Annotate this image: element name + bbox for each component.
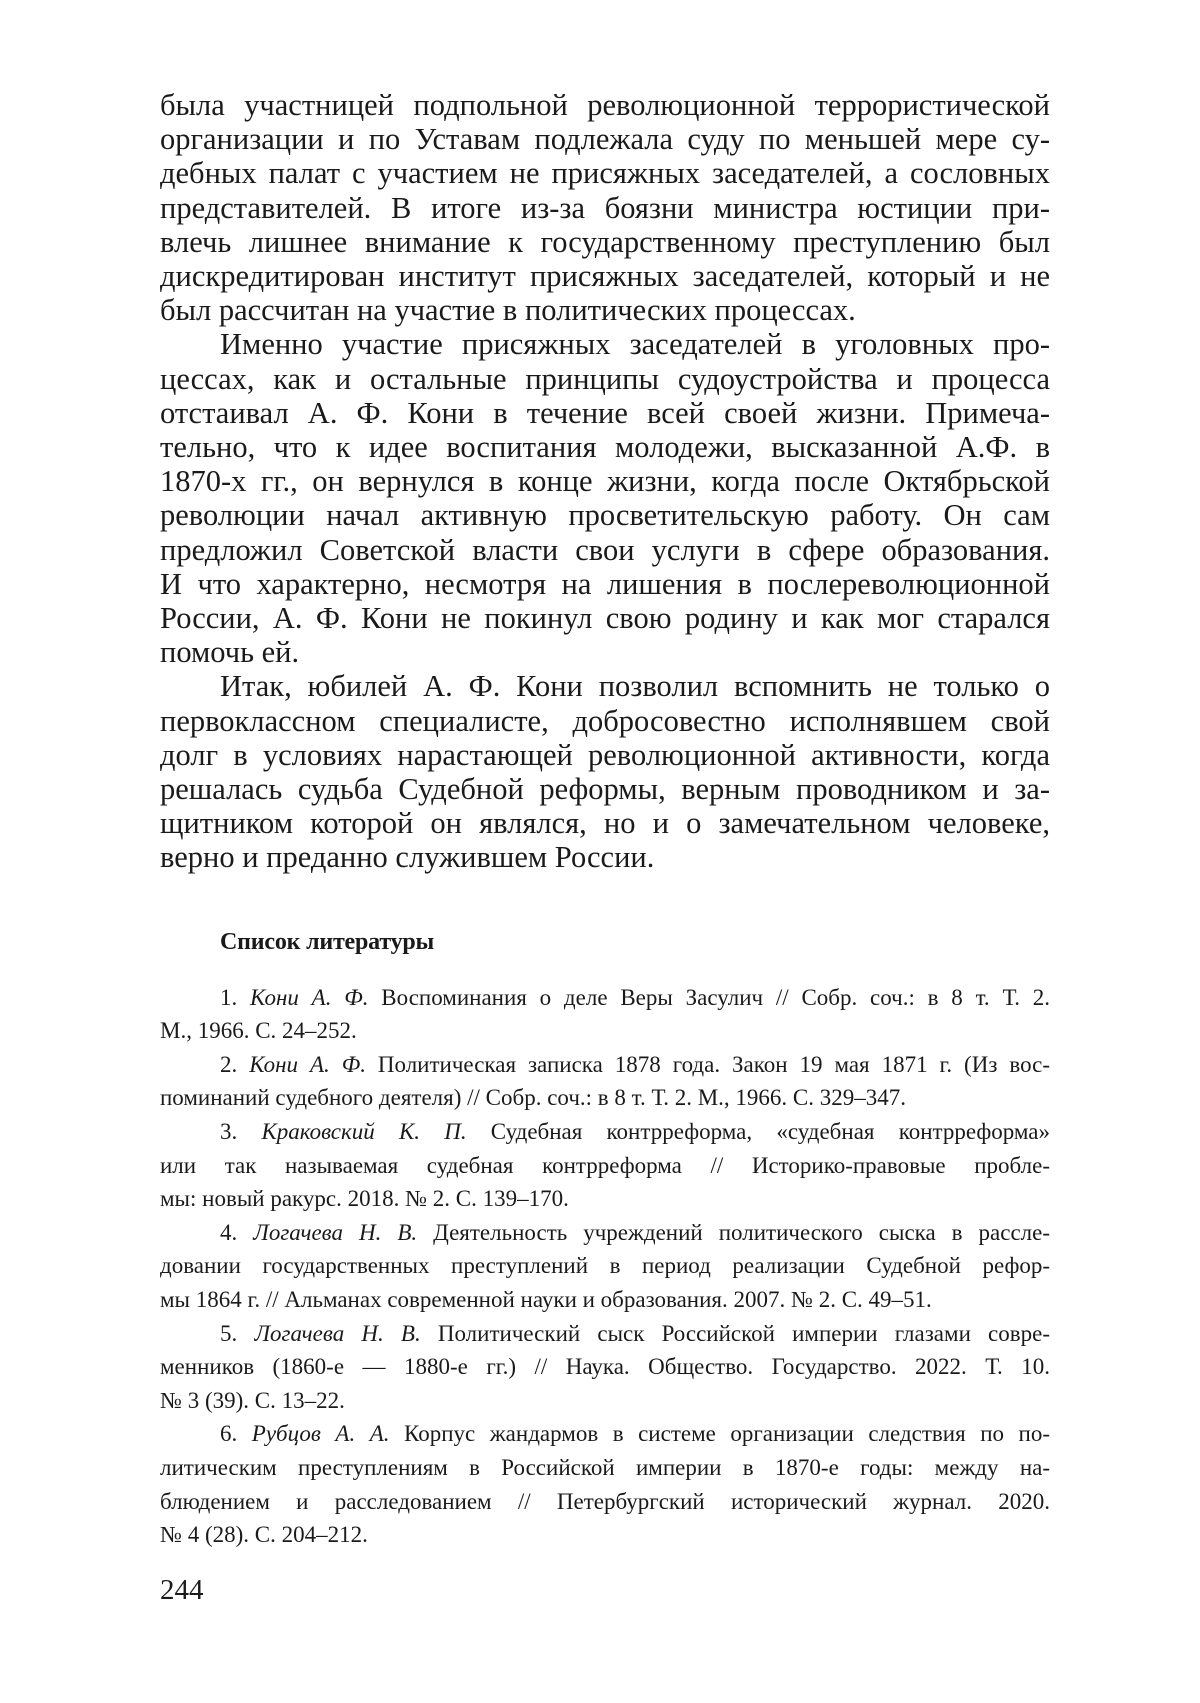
body-paragraph: [160, 327, 1050, 669]
reference-first-line: [160, 1317, 1050, 1351]
reference-author: Логачева Н. В.: [253, 1219, 418, 1245]
reference-item: [160, 1048, 1050, 1115]
reference-text: Политическая записка 1878 года. Закон 19 мая 1871 г. (Из вос-: [365, 1051, 1051, 1077]
body-paragraph: [160, 669, 1050, 874]
paragraph-line: организации и по Уставам подлежала суду по меньшей мере су-: [160, 122, 1050, 157]
paragraph-line: предложил Советской власти свои услуги в сфере образования.: [160, 532, 1050, 567]
paragraph-line: 1870-х гг., он вернулся в конце жизни, когда после Октябрьской: [160, 464, 1050, 499]
reference-author: Краковский К. П.: [261, 1119, 467, 1145]
body-text: [160, 88, 1050, 875]
paragraph-line: решалась судьба Судебной реформы, верным проводником и за-: [160, 772, 1050, 807]
reference-author: Логачева Н. В.: [254, 1320, 421, 1346]
paragraph-line: России, А. Ф. Кони не покинул свою родину и как мог старался: [160, 601, 1050, 636]
reference-first-line: [160, 1115, 1050, 1149]
paragraph-line: верно и преданно служившем России.: [160, 840, 655, 875]
paragraph-line: долг в условиях нарастающей революционной активности, когда: [160, 737, 1050, 772]
paragraph-line: был рассчитан на участие в политических процессах.: [160, 293, 856, 328]
reference-author: Кони А. Ф.: [250, 984, 369, 1010]
paragraph-line: дискредитирован институт присяжных заседателей, который и не: [160, 259, 1050, 294]
reference-number: 6.: [220, 1421, 238, 1447]
reference-first-line: [160, 981, 1050, 1015]
references-title: Список литературы: [220, 928, 435, 955]
reference-text: Судебная контрреформа, «судебная контрреформа»: [466, 1119, 1050, 1145]
paragraph-line: была участницей подпольной революционной террористической: [160, 88, 1050, 122]
reference-item: [160, 1216, 1050, 1317]
reference-line: поминаний судебного деятеля) // Собр. соч.: в 8 т. Т. 2. М., 1966. С. 329–347.: [160, 1085, 906, 1111]
reference-line: № 4 (28). С. 204–212.: [160, 1522, 368, 1548]
reference-number: 3.: [220, 1119, 238, 1145]
paragraph-line: влечь лишнее внимание к государственному преступлению был: [160, 224, 1050, 259]
reference-item: [160, 1417, 1050, 1551]
paragraph-line: помочь ей.: [160, 635, 300, 670]
reference-line: мы: новый ракурс. 2018. № 2. С. 139–170.: [160, 1186, 569, 1212]
reference-first-line: [160, 1417, 1050, 1451]
reference-author: Рубцов А. А.: [251, 1421, 390, 1447]
reference-item: [160, 1115, 1050, 1216]
reference-line: литическим преступлениям в Российской империи в 1870-е годы: между на-: [160, 1454, 1050, 1480]
paragraph-line: представителей. В итоге из-за боязни министра юстиции при-: [160, 190, 1050, 225]
paragraph-line: щитником которой он являлся, но и о замечательном человеке,: [160, 806, 1050, 841]
reference-line: довании государственных преступлений в период реализации Судебной рефор-: [160, 1253, 1050, 1279]
reference-number: 2.: [220, 1051, 238, 1077]
reference-number: 4.: [220, 1219, 238, 1245]
page-number: 244: [160, 1574, 204, 1606]
references-list: [160, 981, 1050, 1552]
paragraph-line: отстаивал А. Ф. Кони в течение всей своей жизни. Примеча-: [160, 395, 1050, 430]
reference-line: или так называемая судебная контрреформа // Историко-правовые пробле-: [160, 1152, 1050, 1178]
reference-first-line: [160, 1048, 1050, 1082]
paragraph-line: Именно участие присяжных заседателей в уголовных про-: [220, 327, 1050, 362]
reference-item: [160, 1317, 1050, 1418]
reference-number: 5.: [220, 1320, 238, 1346]
reference-first-line: [160, 1216, 1050, 1250]
reference-text: Деятельность учреждений политического сыска в рассле-: [417, 1219, 1050, 1245]
reference-text: Политический сыск Российской империи глазами совре-: [420, 1320, 1050, 1346]
paragraph-line: первоклассном специалисте, добросовестно исполнявшем свой: [160, 703, 1050, 738]
page-content: [160, 88, 1050, 1552]
reference-line: № 3 (39). С. 13–22.: [160, 1387, 345, 1413]
reference-line: мы 1864 г. // Альманах современной науки и образования. 2007. № 2. С. 49–51.: [160, 1287, 932, 1313]
reference-text: Корпус жандармов в системе организации следствия по по-: [389, 1421, 1050, 1447]
reference-number: 1.: [220, 984, 238, 1010]
paragraph-line: И что характерно, несмотря на лишения в послереволюционной: [160, 566, 1050, 601]
reference-line: менников (1860-е — 1880-е гг.) // Наука. Общество. Государство. 2022. Т. 10.: [160, 1354, 1050, 1380]
paragraph-line: революции начал активную просветительскую работу. Он сам: [160, 498, 1050, 533]
paragraph-line: тельно, что к идее воспитания молодежи, высказанной А.Ф. в: [160, 430, 1050, 465]
reference-text: Воспоминания о деле Веры Засулич // Собр. соч.: в 8 т. Т. 2.: [368, 984, 1050, 1010]
paragraph-line: дебных палат с участием не присяжных заседателей, а сословных: [160, 156, 1050, 191]
paragraph-line: Итак, юбилей А. Ф. Кони позволил вспомнить не только о: [220, 669, 1050, 704]
reference-author: Кони А. Ф.: [249, 1051, 366, 1077]
paragraph-line: цессах, как и остальные принципы судоустройства и процесса: [160, 361, 1050, 396]
body-paragraph: [160, 88, 1050, 327]
reference-item: [160, 981, 1050, 1048]
reference-line: блюдением и расследованием // Петербургский исторический журнал. 2020.: [160, 1488, 1050, 1514]
reference-line: М., 1966. С. 24–252.: [160, 1018, 357, 1044]
